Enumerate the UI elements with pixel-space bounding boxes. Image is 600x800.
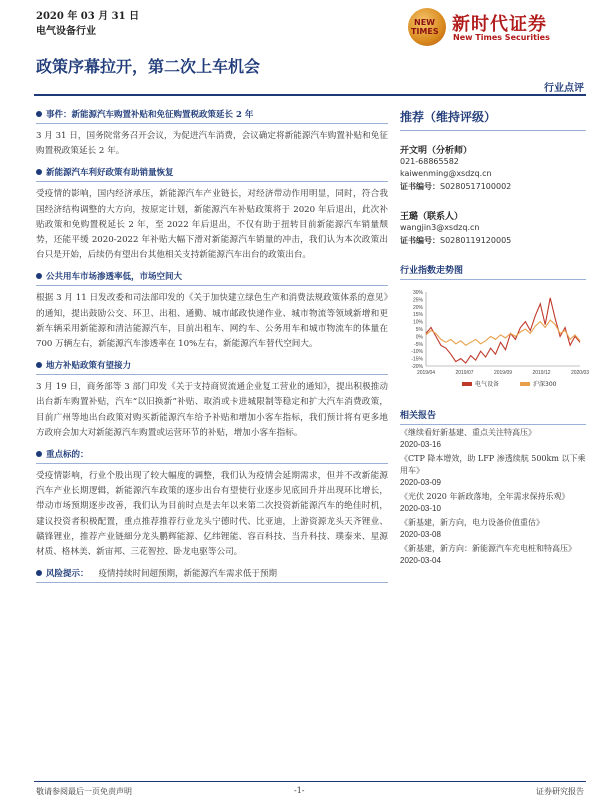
section-heading: 公共用车市场渗透率低，市场空间大 [36, 270, 388, 286]
legend-label: 电气设备 [475, 381, 500, 388]
logo-badge-top: NEW [414, 18, 435, 27]
bullet-icon [36, 451, 42, 457]
related-heading: 相关报告 [400, 408, 586, 425]
y-tick-label: 20% [412, 304, 423, 311]
x-tick-label: 2020/03 [570, 370, 590, 376]
logo-badge-bottom: TIMES [411, 27, 439, 36]
related-item[interactable]: 《新基建，新方向，电力设备价值重估》 2020-03-08 [400, 518, 544, 539]
x-tick-label: 2019/07 [455, 370, 474, 376]
company-logo [408, 8, 588, 48]
logo-chinese-name: 新时代证券 [452, 14, 547, 35]
section-paragraph: 3 月 19 日，商务部等 3 部门印发《关于支持商贸流通企业复工营业的通知》，提出积极推动出台新车购置补贴，汽车“以旧换新”补贴、取消或卡进城限制等稳定和扩大汽车消费政策，目前广州等地出台政策对购买新能源汽车给予补贴和增加小客车指标，我们预计将有更多地方政府会加大对新能源汽车购置或运营环节的补贴，增加小客车指标。 [36, 382, 388, 438]
section-paragraph: 根据 3 月 11 日发改委和司法部印发的《关于加快建立绿色生产和消费法规政策体系的意见》的通知，提出鼓励公交、环卫、出租、通勤、城市邮政快递作业、城市物流等领域新增和更新车辆采用新能源和清洁能源汽车，目前出租车、网约车、公务用车和城市物流车的体量在 700 万辆左右，新能源汽车渗透率在 10%左右，新能源汽车替代空间大。 [36, 293, 388, 350]
section-heading: 地方补贴政策有望接力 [36, 359, 388, 375]
y-tick-label: 15% [412, 312, 423, 319]
contact-email[interactable]: wangjin3@xsdzq.cn [400, 223, 480, 232]
analyst-name: 开文明（分析师） [400, 146, 473, 156]
page-title: 政策序幕拉开，第二次上车机会 [36, 57, 261, 76]
analyst-email[interactable]: kaiwenming@xsdzq.cn [400, 169, 492, 178]
legend-swatch [520, 382, 530, 386]
footer-divider [34, 781, 586, 782]
report-date: 2020 年 03 月 31 日 [36, 11, 140, 22]
y-tick-label: 25% [412, 297, 423, 304]
y-tick-label: -5% [414, 341, 423, 348]
y-tick-label: 30% [412, 290, 423, 296]
y-tick-label: -20% [411, 364, 423, 370]
index-chart-svg [400, 286, 590, 396]
x-tick-label: 2019/09 [493, 370, 513, 376]
rating-label: 推荐（维持评级） [400, 108, 586, 131]
section-heading: 事件：新能源汽车购置补贴和免征购置税政策延长 2 年 [36, 108, 388, 124]
x-tick-label: 2019/12 [532, 370, 551, 376]
bullet-icon [36, 273, 42, 279]
contact-name: 王璐（联系人） [400, 212, 464, 222]
bullet-icon [36, 362, 42, 368]
header-divider [34, 94, 586, 96]
footer-report-type: 证券研究报告 [536, 787, 584, 796]
index-chart [400, 286, 590, 400]
section-paragraph: 受疫情的影响，国内经济承压，新能源汽车产业链长，对经济带动作用明显，同时，符合我国经济结构调整的大方向，按原定计划，新能源汽车补贴政策将于 2020 年后退出，此次补贴政策和免购置税延长 2 年，至 2022 年后退出，不仅有助于扭转目前新能源汽车销量颓势，还能平缓 2020-2022 年补贴大幅下滑对新能源汽车销量的冲击，我们认为本次政策出台只是开始，后续仍有望出台其他相关支持新能源汽车出台的政策出台。 [36, 189, 388, 261]
risk-section-heading: 风险提示： 疫情持续时间超预期，新能源汽车需求低于预期 [36, 567, 388, 583]
y-tick-label: 5% [415, 327, 423, 333]
section-paragraph: 3 月 31 日，国务院常务召开会议，为促进汽车消费，会议确定将新能源汽车购置补贴和免征购置税政策延长 2 年。 [36, 131, 388, 157]
related-item[interactable]: 《继续看好新基建、重点关注特高压》 2020-03-16 [400, 428, 536, 449]
analyst-cert: 证书编号：S0280517100002 [400, 181, 512, 191]
section-heading: 新能源汽车利好政策有助销量恢复 [36, 166, 388, 182]
section-paragraph: 受疫情影响，行业个股出现了较大幅度的调整，我们认为疫情会延期需求，但并不改新能源汽车产业长期逻辑，新能源汽车政策的逐步出台有望使行业逐步见底回升并出现环比增长，带动市场预期逐步改善，我们认为目前时点是去年以来第二次投资新能源汽车的绝佳时机，建议投资者积极配置，重点推荐推荐行业龙头宁德时代、比亚迪，上游资源龙头天齐锂业、赣锋锂业，推荐产业链細分龙头鹏辉能源、亿纬锂能、容百科技、当升科技、璞泰来、星源材质、格林美、新宙邦、三花智控、卧龙电驱等公司。 [36, 471, 388, 558]
page-number: -1- [294, 786, 305, 795]
x-tick-label: 2019/04 [416, 370, 436, 376]
related-item[interactable]: 《CTP 降本增效，助 LFP 渗透续航 500km 以下乘用车》 2020-03-09 [400, 454, 586, 487]
report-type: 行业点评 [544, 83, 584, 94]
bullet-icon [36, 169, 42, 175]
main-column [36, 108, 388, 588]
logo-badge-icon [408, 8, 446, 46]
section-heading: 重点标的： [36, 448, 388, 464]
y-tick-label: 10% [412, 319, 423, 326]
risk-text: 疫情持续时间超预期，新能源汽车需求低于预期 [98, 569, 278, 580]
series-line [426, 298, 580, 363]
related-list [400, 427, 586, 567]
legend-swatch [462, 382, 472, 386]
analyst-phone: 021-68865582 [400, 157, 459, 166]
chart-heading: 行业指数走势图 [400, 263, 586, 280]
bullet-icon [36, 111, 42, 117]
logo-english-name: New Times Securities [453, 33, 550, 42]
contact-cert: 证书编号：S0280119120005 [400, 235, 512, 245]
y-tick-label: -15% [411, 356, 423, 363]
related-item[interactable]: 《新基建，新方向：新能源汽车充电桩和特高压》 2020-03-04 [400, 544, 576, 565]
y-tick-label: 0% [415, 334, 423, 341]
sidebar [400, 108, 590, 567]
footer-disclaimer[interactable]: 敬请参阅最后一页免责声明 [36, 787, 132, 796]
related-item[interactable]: 《光伏 2020 年新政落地，全年需求保持乐观》 2020-03-10 [400, 492, 570, 513]
bullet-icon [36, 570, 42, 576]
industry-label: 电气设备行业 [36, 26, 96, 37]
legend-label: 沪深300 [533, 381, 557, 388]
y-tick-label: -10% [411, 349, 423, 356]
